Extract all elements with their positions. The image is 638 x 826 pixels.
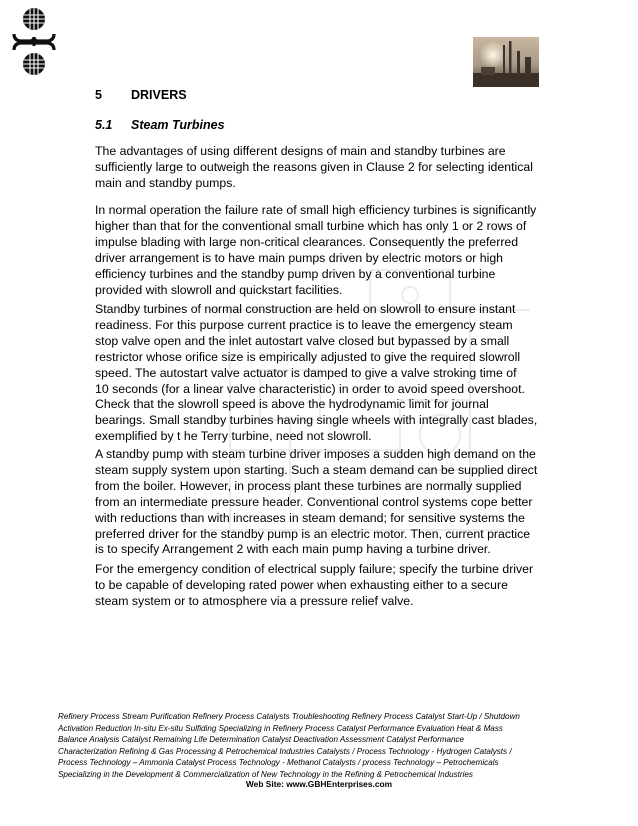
- text-line: For the emergency condition of electrical supply failure; specify the turbine driver: [95, 562, 534, 576]
- paragraph-2: [95, 203, 550, 298]
- footer-line: Specializing in the Development & Commercialization of New Technology in the Refining & Petrochemical Industries: [58, 769, 473, 779]
- text-line: Standby turbines of normal construction are held on slowroll to ensure instant: [95, 302, 516, 316]
- text-line: Check that the slowroll speed is above the hydrodynamic limit for journal: [95, 397, 489, 412]
- text-line: stop valve open and the inlet autostart valve closed but bypassed by a small: [95, 333, 510, 348]
- text-line: restrictor whose orifice size is empirically adjusted to give the required slowroll: [95, 349, 521, 364]
- section-heading: [95, 88, 187, 102]
- gbh-globe-emblem-icon: [10, 6, 58, 78]
- text-line: In normal operation the failure rate of small high efficiency turbines is significantly: [95, 203, 537, 217]
- text-line: speed. The autostart valve actuator is damped to give a valve stroking time of: [95, 365, 517, 380]
- text-line: steam supply system upon starting. Such a steam demand can be supplied direct: [95, 462, 538, 477]
- text-line: higher than that for the conventional small turbine which has only 1 or 2 rows of: [95, 218, 527, 233]
- footer-text: [58, 711, 558, 781]
- paragraph-1: [95, 144, 550, 192]
- subsection-heading: [95, 118, 225, 132]
- paragraph-5: [95, 562, 550, 610]
- text-line: from an intermediate pressure header. Conventional control systems cope better: [95, 494, 533, 509]
- footer-line: Process Technology – Ammonia Catalyst Process Technology - Methanol Catalysts / process Technology – Petrochemicals: [58, 758, 499, 768]
- text-line: to be capable of developing rated power when exhausting either to a secure: [95, 577, 508, 592]
- footer-line: Balance Analysis Catalyst Remaining Life Determination Catalyst Deactivation Assessment Catalyst Performance: [58, 735, 465, 745]
- section-title: DRIVERS: [131, 88, 187, 102]
- subsection-number: 5.1: [95, 118, 113, 132]
- text-line: bearings. Small standby turbines having single wheels with integrally cast blades,: [95, 413, 538, 428]
- text-line: exemplified by t he Terry turbine, need not slowroll.: [95, 429, 372, 444]
- text-line: 10 seconds (for a linear valve characteristic) in order to avoid speed overshoot.: [95, 381, 525, 396]
- footer-line: Refinery Process Stream Purification Refinery Process Catalysts Troubleshooting Refinery Process Catalyst Start-Up / Shutdown: [58, 712, 520, 721]
- text-line: with reductions than with increases in steam demand; for sensitive systems the: [95, 510, 525, 525]
- text-line: from the boiler. However, in process plant these turbines are normally supplied: [95, 478, 522, 493]
- website-link[interactable]: Web Site: www.GBHEnterprises.com: [245, 779, 393, 789]
- paragraph-4: [95, 447, 550, 558]
- text-line: readiness. For this purpose current practice is to leave the emergency steam: [95, 317, 513, 332]
- subsection-title: Steam Turbines: [131, 118, 225, 132]
- text-line: efficiency turbines and the standby pump driven by a conventional turbine: [95, 266, 496, 281]
- footer-line: Activation Reduction In-situ Ex-situ Sulfiding Specializing in Refinery Process Catalyst Performance Evaluation Heat & Mass: [58, 723, 503, 733]
- text-line: preferred driver for the standby pump is an electric motor. Then, current practice: [95, 526, 531, 541]
- text-line: sufficiently large to outweigh the reasons given in Clause 2 for selecting identical: [95, 159, 533, 174]
- text-line: main and standby pumps.: [95, 175, 236, 190]
- text-line: The advantages of using different designs of main and standby turbines are: [95, 144, 506, 158]
- text-line: driver arrangement is to have main pumps driven by electric motors or high: [95, 250, 504, 265]
- footer-line: Characterization Refining & Gas Processing & Petrochemical Industries Catalysts / Process Technology - Hydrogen Catalysts /: [58, 746, 512, 756]
- text-line: steam system or to atmosphere via a pressure relief valve.: [95, 593, 414, 608]
- text-line: provided with slowroll and quickstart facilities.: [95, 282, 343, 297]
- paragraph-3: [95, 302, 550, 445]
- section-number: 5: [95, 88, 102, 102]
- text-line: impulse blading with large non-critical clearances. Consequently the preferred: [95, 234, 519, 249]
- refinery-stacks-photo: [473, 37, 539, 87]
- text-line: is to specify Arrangement 2 with each main pump having a turbine driver.: [95, 542, 491, 557]
- text-line: A standby pump with steam turbine driver imposes a sudden high demand on the: [95, 447, 536, 461]
